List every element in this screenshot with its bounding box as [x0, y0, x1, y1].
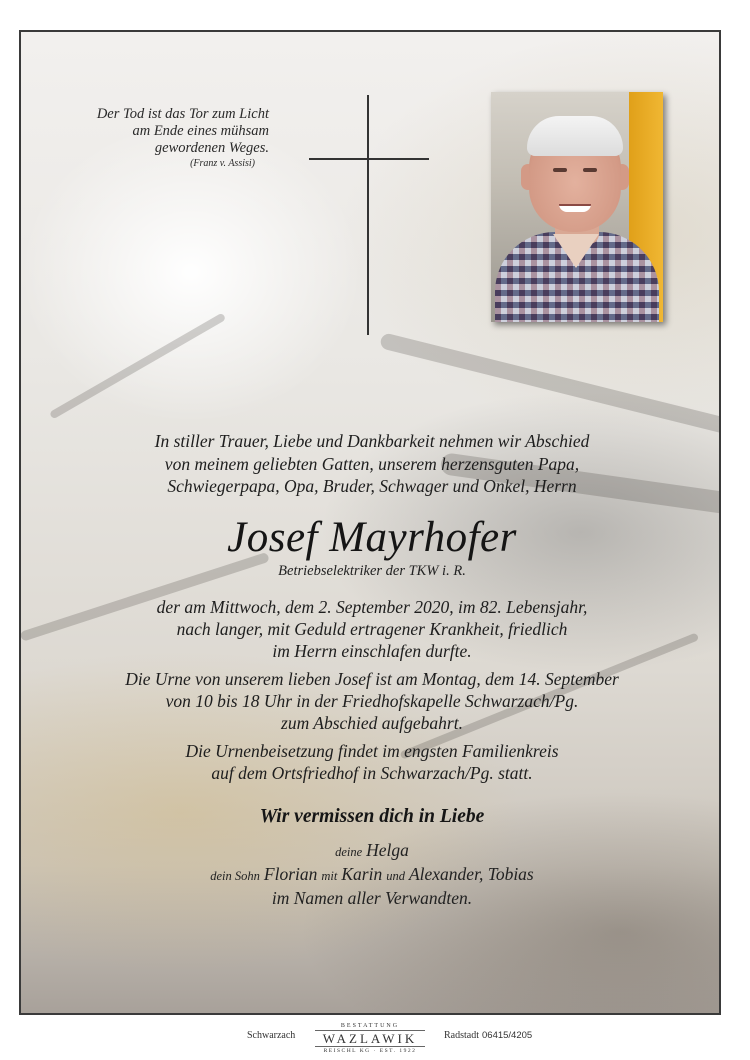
cross-horizontal-bar: [309, 158, 429, 160]
logo-bottom-text: REISCHL KG · EST. 1922: [323, 1048, 417, 1054]
background-branch: [379, 332, 721, 435]
paragraph-line: Die Urne von unserem lieben Josef ist am Montag, dem 14. September: [125, 669, 619, 689]
paragraph-line: Die Urnenbeisetzung findet im engsten Familienkreis: [185, 741, 559, 761]
signature-small: mit: [321, 869, 338, 883]
signature-name: Florian: [263, 864, 318, 884]
viewing-paragraph: [21, 668, 721, 734]
photo-eye: [553, 168, 567, 172]
signature-row: [21, 838, 721, 862]
intro-text: [21, 430, 721, 498]
burial-paragraph: [21, 740, 721, 784]
motto-line: Der Tod ist das Tor zum Licht: [96, 106, 269, 122]
signature-small: dein Sohn: [210, 869, 260, 883]
paragraph-line: zum Abschied aufgebahrt.: [281, 713, 463, 733]
signature-small: deine: [335, 845, 363, 859]
signature-row: [21, 862, 721, 886]
signature-small: und: [386, 869, 405, 883]
funeral-home-footer: [0, 1022, 750, 1058]
intro-line: von meinem geliebten Gatten, unserem herzensguten Papa,: [164, 453, 580, 474]
signature-name: Karin: [341, 864, 383, 884]
funeral-home-logo: [305, 1022, 435, 1055]
portrait-photo: [491, 92, 663, 322]
motto-line: am Ende eines mühsam: [132, 123, 269, 139]
paragraph-line: auf dem Ortsfriedhof in Schwarzach/Pg. statt.: [211, 763, 533, 783]
photo-eye: [583, 168, 597, 172]
paragraph-line: im Herrn einschlafen durfte.: [272, 641, 472, 661]
signature-name: Alexander, Tobias: [408, 864, 534, 884]
footer-location-left: Schwarzach: [247, 1030, 296, 1041]
photo-smile: [559, 204, 591, 212]
cross-vertical-bar: [367, 95, 369, 335]
deceased-profession: Betriebselektriker der TKW i. R.: [278, 563, 466, 579]
intro-line: In stiller Trauer, Liebe und Dankbarkeit nehmen wir Abschied: [154, 431, 590, 451]
motto-quote: [69, 106, 269, 171]
footer-location-right: Radstadt: [444, 1030, 479, 1041]
signature-name: Helga: [366, 840, 409, 860]
signature-relatives: im Namen aller Verwandten.: [271, 888, 473, 908]
logo-top-text: BESTATTUNG: [340, 1023, 400, 1029]
paragraph-line: von 10 bis 18 Uhr in der Friedhofskapelle Schwarzach/Pg.: [165, 691, 579, 711]
closing-line: Wir vermissen dich in Liebe: [259, 806, 485, 827]
footer-phone: 06415/4205: [482, 1030, 533, 1041]
paragraph-line: der am Mittwoch, dem 2. September 2020, im 82. Lebensjahr,: [156, 597, 588, 617]
background-branch: [49, 313, 226, 420]
logo-main-text: WAZLAWIK: [315, 1030, 425, 1047]
photo-hair: [527, 116, 623, 156]
motto-attribution: (Franz v. Assisi): [190, 158, 255, 169]
paragraph-line: nach langer, mit Geduld ertragener Krankheit, friedlich: [176, 619, 568, 639]
signature-block: [21, 838, 721, 910]
motto-line: gewordenen Weges.: [154, 140, 269, 156]
intro-line: Schwiegerpapa, Opa, Bruder, Schwager und Onkel, Herrn: [167, 476, 577, 496]
obituary-card: [19, 30, 721, 1015]
deceased-name: Josef Mayrhofer: [227, 514, 517, 561]
death-details-paragraph: [21, 596, 721, 662]
